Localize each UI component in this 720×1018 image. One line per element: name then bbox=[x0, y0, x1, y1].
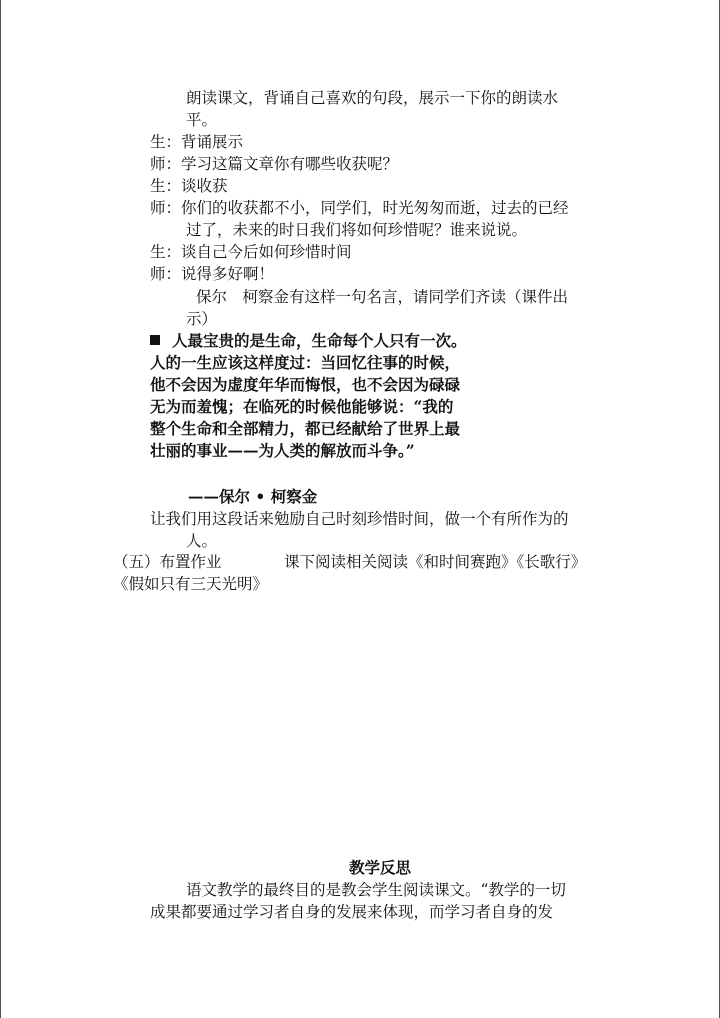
page-left-edge bbox=[0, 0, 1, 1018]
bullet-square-icon bbox=[150, 335, 160, 345]
paragraph-line: 成果都要通过学习者自身的发展来体现，而学习者自身的发 bbox=[150, 903, 554, 921]
quote-line: 整个生命和全部精力，都已经献给了世界上最 bbox=[150, 419, 461, 438]
dialogue-line: 师：说得多好啊！ bbox=[150, 265, 275, 283]
quote-line: 他不会因为虚度年华而悔恨，也不会因为碌碌 bbox=[150, 375, 461, 394]
homework-text: 课下阅读相关阅读《和时间赛跑》《长歌行》 bbox=[284, 553, 587, 571]
quote-line: 无为而羞愧；在临死的时候他能够说：“我的 bbox=[150, 397, 454, 416]
dialogue-line: 师：你们的收获都不小，同学们，时光匆匆而逝，过去的已经 bbox=[150, 199, 569, 217]
dialogue-line: 师：学习这篇文章你有哪些收获呢？ bbox=[150, 155, 399, 173]
paragraph-line: 示） bbox=[186, 310, 218, 328]
paragraph-line: 语文教学的最终目的是教会学生阅读课文。“教学的一切 bbox=[186, 881, 566, 899]
quote-author: ——保尔 • 柯察金 bbox=[188, 487, 318, 506]
quote-line: 人的一生应该这样度过：当回忆往事的时候， bbox=[150, 353, 461, 372]
paragraph-line: 朗读课文，背诵自己喜欢的句段，展示一下你的朗读水 bbox=[186, 89, 559, 107]
dialogue-line-continued: 过了，未来的时日我们将如何珍惜呢？谁来说说。 bbox=[186, 221, 528, 239]
section-title: 教学反思 bbox=[349, 858, 412, 877]
homework-text: 《假如只有三天光明》 bbox=[113, 575, 269, 593]
homework-label: （五）布置作业 bbox=[113, 553, 222, 571]
paragraph-line: 保尔 柯察金有这样一句名言，请同学们齐读（课件出 bbox=[196, 288, 569, 306]
dialogue-line: 生：背诵展示 bbox=[150, 133, 244, 151]
dialogue-line: 生：谈自己今后如何珍惜时间 bbox=[150, 243, 352, 261]
paragraph-line: 平。 bbox=[186, 111, 218, 129]
paragraph-line: 人。 bbox=[186, 532, 218, 550]
paragraph-line: 让我们用这段话来勉励自己时刻珍惜时间，做一个有所作为的 bbox=[150, 510, 569, 528]
quote-line: 壮丽的事业——为人类的解放而斗争。” bbox=[150, 441, 415, 460]
dialogue-line: 生：谈收获 bbox=[150, 177, 228, 195]
quote-line: 人最宝贵的是生命，生命每个人只有一次。 bbox=[150, 330, 467, 352]
